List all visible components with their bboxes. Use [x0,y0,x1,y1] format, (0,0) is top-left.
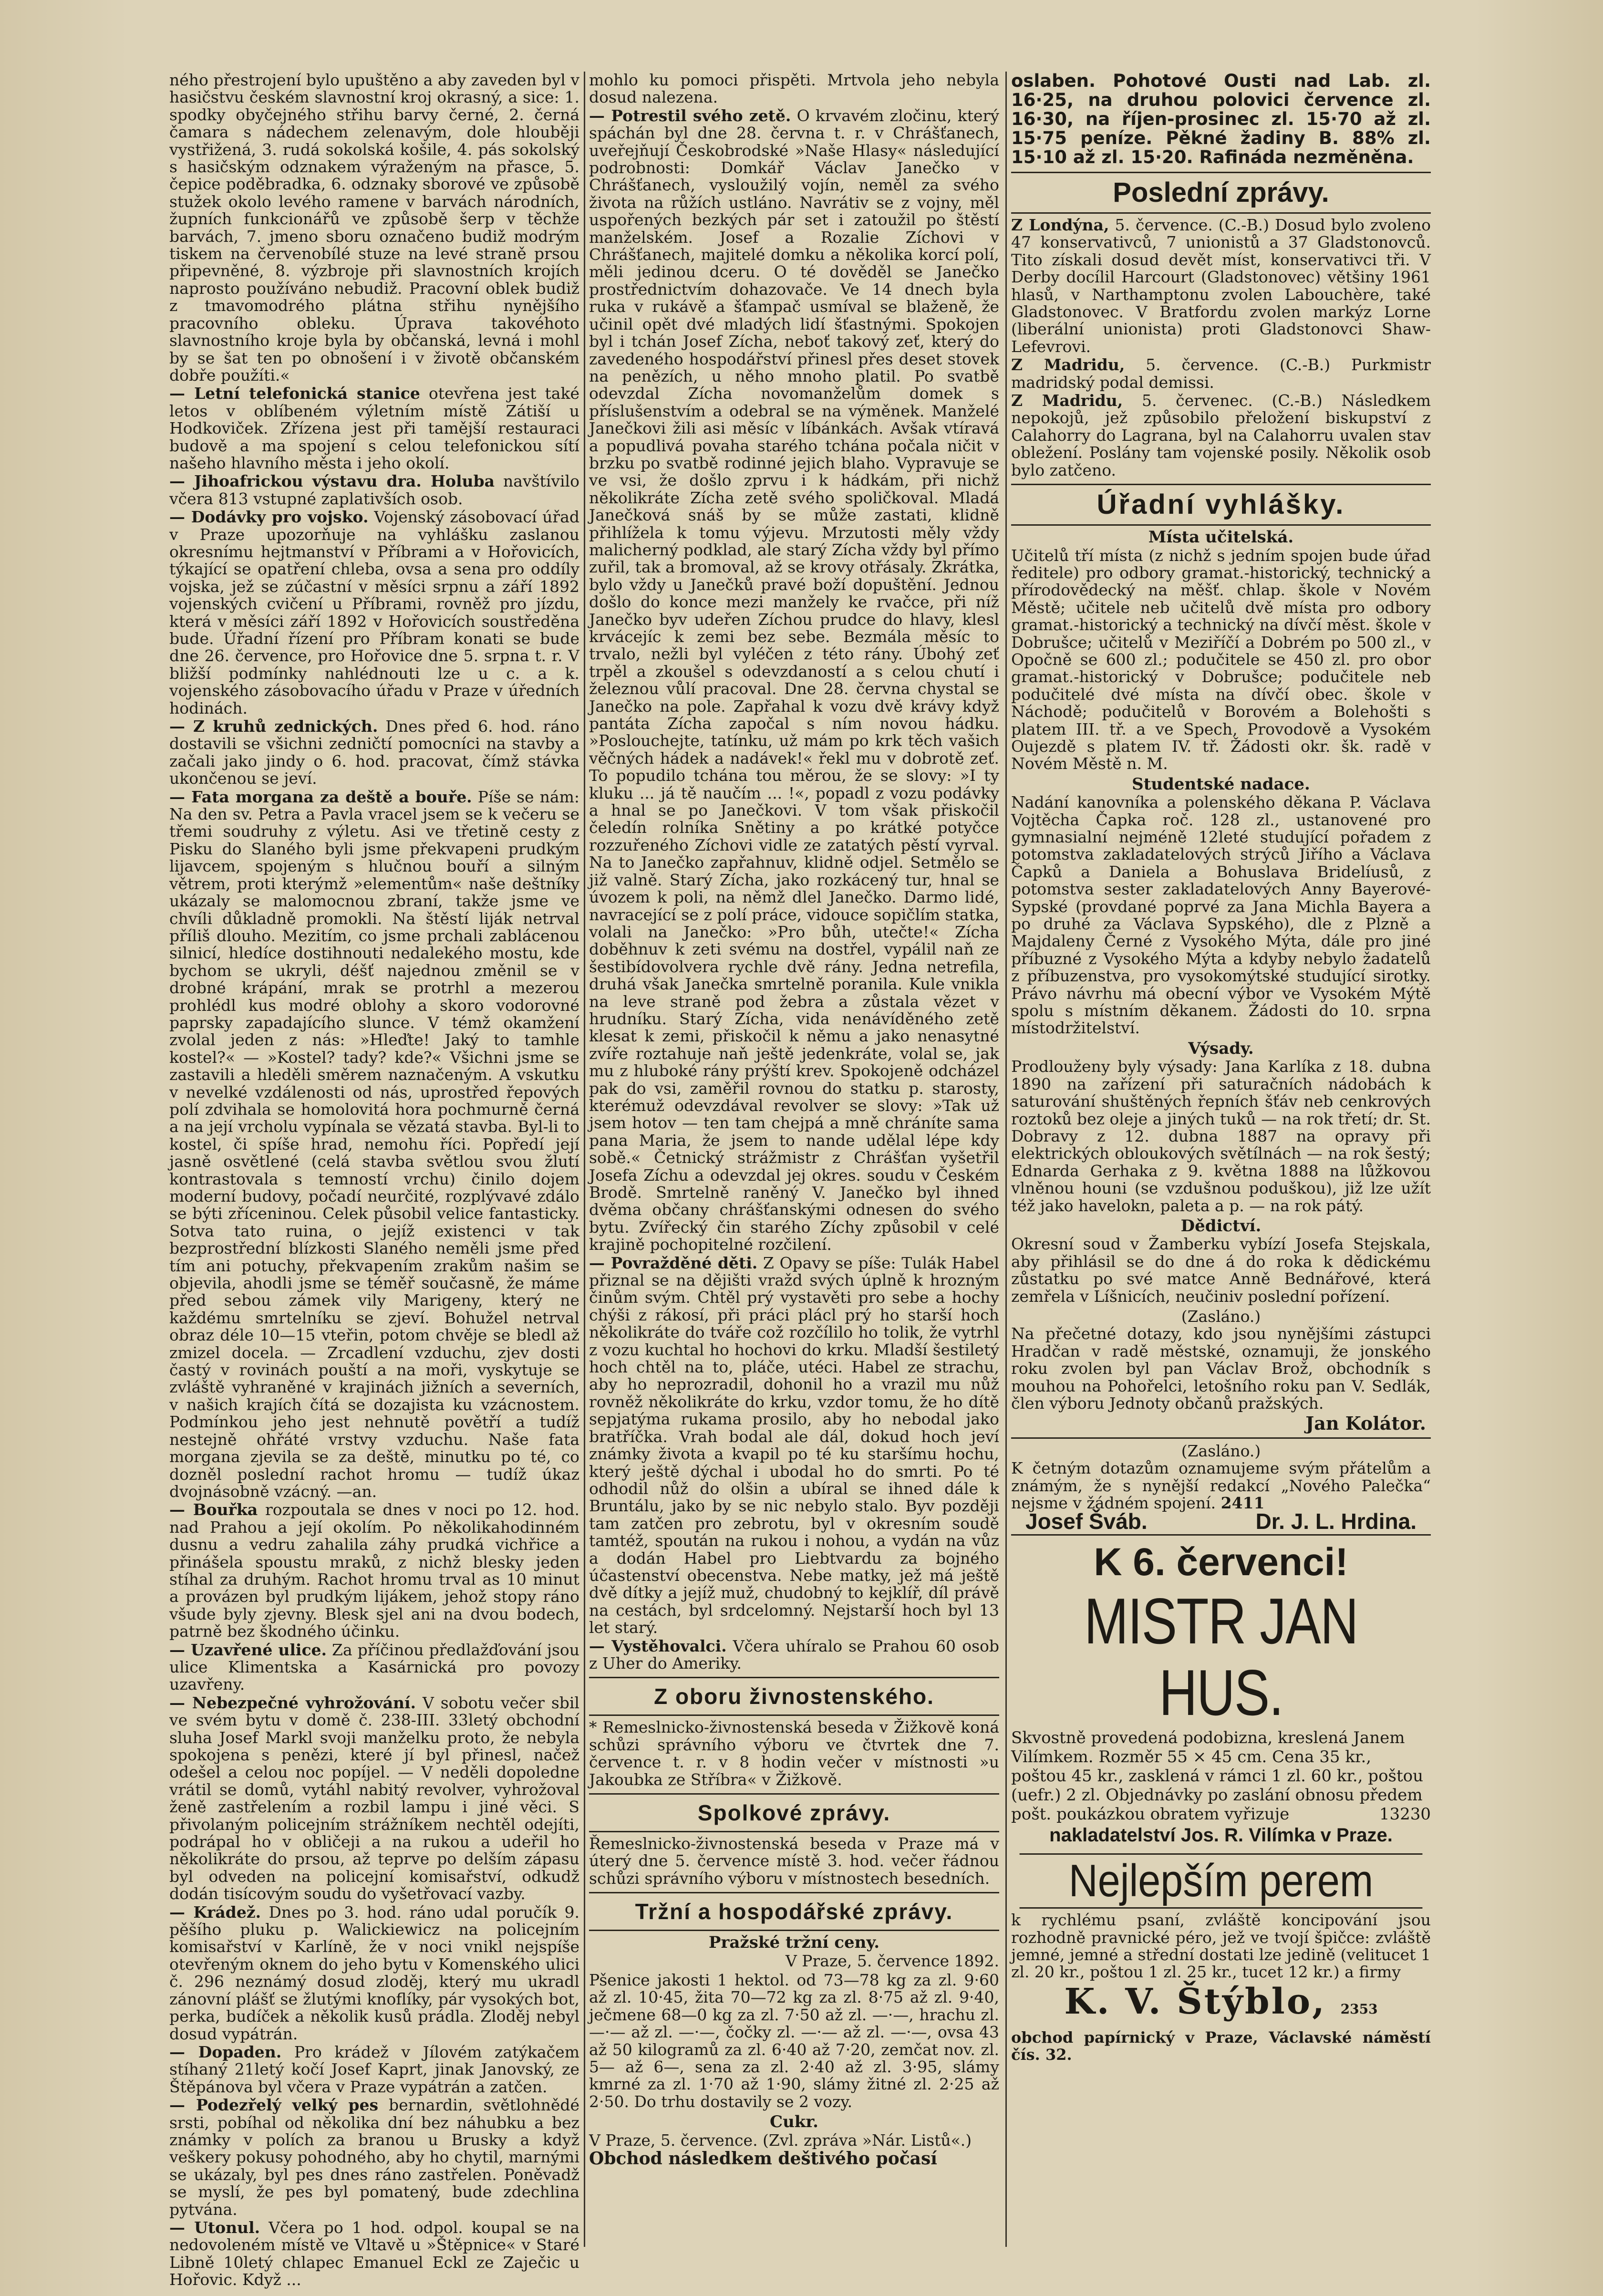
sugar-subtitle: Cukr. [770,2112,818,2132]
col2-article-text: Včera uhíralo se Prahou 60 osob z Uher do Ameriky. [589,1636,999,1673]
market-dateline: V Praze, 5. července 1892. [785,1951,999,1970]
col1-article-headline: — Bouřka [169,1500,258,1519]
market-subtitle: Pražské tržní ceny. [708,1933,880,1953]
col2-article-text: mohlo ku pomoci přispěti. Mrtvola jeho nebyla dosud nalezena. [589,71,999,107]
col1-article [169,1501,579,1640]
col1-article-headline: — Jihoafrickou výstavu dra. Holuba [169,472,495,491]
ad-pen-firm: K. V. Štýblo, [1064,1981,1326,2022]
news-item [1011,392,1431,479]
col1-article-text: Vojenský zásobovací úřad v Praze upozorňuje na vyhlášku zaslanou okresnímu hejtmanství v Příbrami a v Hořovicích, týkající se opatření chleba, ovsa a sena pro oddíly vojska, jež se zúčastní v měsíci srpnu a září 1892 vojenských cvičení u Příbrami, rovněž pro jízdu, která v měsíci září 1892 v Hořovicích soustředěna bude. Úřadní řízení pro Příbram konati se bude dne 26. července, pro Hořovice dne 5. srpna t. r. V bližší podmínky nahlédnouti lze u c. a k. vojenského zásobovacího úřadu v Praze v úředních hodinách. [169,508,579,717]
col1-article-text: Dnes po 3. hod. ráno udal poručík 9. pěšího pluku p. Walickiewicz na policejním komisařství v Karlíně, že v noci vnikl nejspíše otevřeným oknem do jeho bytu v Komenského ulici č. 296 neznámý dosud zloděj, který mu ukradl zánovní plášť se žlutými knoflíky, pár vysokých bot, perka, budíček a několik kusů prádla. Zloděj nebyl dosud vypátrán. [169,1902,579,2043]
col1-article-headline: — Uzavřené ulice. [169,1640,327,1659]
col1-article-text: bernardin, světlohnědé srsti, pobíhal od několika dní bez náhubku a bez známky v polích za branou u Brusky a když veškery pokusy pohodného, aby ho chytil, marnými se ukázaly, byl pes dnes ráno zastřelen. Poněvadž se myslí, že pes byl pomatený, bude zdechlina pytvána. [169,2096,580,2219]
col1-article [169,1694,579,1903]
col2-article-text: O krvavém zločinu, který spáchán byl dne 28. června t. r. v Chrášťanech, uveřejňují Českobrodské »Naše Hlasy« následující podrobnosti: Domkář Václav Janečko v Chrášťanech, vysloužilý vojín, neměl za svého života na růžích ustláno. Navrátiv se z vojny, měl uspořených bezkých pár set i zatoužil po štěstí manželském. Josef a Rozalie Zíchovi v Chrášťanech, majitelé domku a několika korcí polí, měli jedinou dceru. O té dověděl se Janečko prostřednictvím dohazovače. Ve 14 dnech byla ruka v rukávě a šťampač usmíval se blaženě, že učinil opět dvé mladých lidí šťastnými. Spokojen byl i tchán Josef Zícha, neboť takový zeť, který do zavedeného hospodářství přinesl přes deset stovek na penězích, u něho mnoho platil. Po svatbě odevzdal Zícha novomanželům domek s příslušenstvím a odebral se na výměnek. Manželé Janečkovi žili asi měsíc v líbánkách. Avšak vtíravá a popudlivá povaha starého tchána počala ničit v brzku po svatbě rodinné jejich blaho. Vypravuje se ve vsi, že došlo zprvu i k hádkám, při nichž několikráte Zícha zetě svého spoličkoval. Mladá Janečková snáš by se může zastati, klidně přihlížela k tomu výjevu. Mrzutosti měly vždy malicherný podklad, ale starý Zícha vždy byl přímo zuřil, tak a bromoval, až se krovy otřásaly. Zkrátka, bylo vždy u Janečků pravé boží dopuštění. Jednou došlo do konce mezi manžely ke rvačce, při níž Janečko byv udeřen Zíchou prudce do hlavy, klesl krvácejíc k zemi bez sebe. Bezmála měsíc to trvalo, nežli byl vyléčen z této rány. Úbohý zeť trpěl a zkoušel s odevzdaností a s celou chutí i železnou vůlí pracoval. Dne 28. června chystal se Janečko na pole. Zapřahal k vozu dvě krávy když pantáta Zícha započal s ním novou hádku. »Poslouchejte, tatínku, už mám po krk těch vašich věčných hádek a nadávek!« řekl mu v dobrotě zeť. To popudilo tchána tou měrou, že se slovy: »I ty kluku ... já tě naučím ... !«, popadl z vozu podávky a hnal se po Janečkovi. V tom však přiskočil čeledín rolníka Snětiny a po krátké potyčce rozzuřeného Zíchovi vidle ze zatatých pěstí vyrval. Na to Janečko zapřahnuv, klidně odjel. Setmělo se již valně. Starý Zícha, jako rozkácený tur, hnal se úvozem k poli, na němž dlel Janečko. Darmo lidé, navracející se z polí práce, vidouce sopičlím statka, volali na Janečko: »Pro bůh, utečte!« Zícha doběhnuv k zeti svému na dostřel, vypálil naň ze šestibídovolvera rychle dvě rány. Jedna netrefila, druhá však Janečka smrtelně poranila. Kule vnikla na leve straně pod žebra a zůstala vězet v hrudníku. Starý Zícha, vida nenávíděného zetě klesat k zemi, přiskočil k němu a jako nenasytné zvíře roztahuje naň ještě jedenkráte, volal se, jak mu z hluboké rány prýští krev. Spokojeně odcházel pak do vsi, zaměřil rovnou do statku p. starosty, kterémuž odevzdával revolver se slovy: »Tak už jsem hotov — ten tam chejpá a mně chráníte sama pana Maria, že jsem to nande udělal lépe kdy sobě.« Četnický strážmistr z Chrášťan vyšetřil Josefa Zíchu a odevzdal jej okres. soudu v Českém Brodě. Smrtelně raněný V. Janečko byl ihned dvěma občany chrášťanskými odnesen do svého bytu. Zvířecký čin starého Zíchy způsobil v celé krajině pochopitelné rozčilení. [589,106,999,1254]
ad-hus-date: K 6. červenci! [1094,1540,1348,1584]
col1-article-headline: — Dodávky pro vojsko. [169,508,369,527]
col1-article [169,72,579,384]
column-3 [1011,72,1431,2237]
ad-palecek-text: K četným dotazům oznamujeme svým přátelům a známým, že s nynější redakcí „Nového Palečka“ nejsme v žádném spojení. [1011,1459,1431,1513]
notice-inheritance: Okresní soud v Žamberku vybízí Josefa Stejskala, aby přihlásil se do dne á do roka k dědickému zůstatku po své matce Anně Bednářové, která zemřela v Líšnicích, neučiniv poslední pořízení. [1011,1235,1431,1306]
col1-article [169,473,579,508]
section-title-latest-news: Poslední zprávy. [1011,172,1431,214]
col1-article-text: navštívilo včera 813 vstupné zaplativších osob. [169,472,579,508]
market-prices: Pšenice jakosti 1 hektol. od 73—78 kg za zl. 9·60 až zl. 10·45, žita 70—72 kg za zl. 8·75 až zl. 9·40, ječmene 68—0 kg za zl. 7·50 až zl. —·—, hrachu zl. —·— až zl. —·—, čočky zl. —·— až zl. —·—, ovsa 43 až 50 kilogramů za zl. 6·40 až 7·20, zemčat nov. zl. 5— až 6—, sena za zl. 2·40 až zl. 3·95, slámy kmrné za zl. 1·70 až 1·90, slámy žitné zl. 2·25 až 2·50. Do trhu dostavily se 2 vozy. [589,1971,999,2111]
section-title-trade: Z oboru živnostenského. [589,1677,999,1716]
ad-hus-title: MISTR JAN HUS. [1084,1584,1358,1729]
col2-article [589,1638,999,1673]
notice-teaching: Učitelů tří místa (z nichž s jedním spojen bude úřad ředitele) pro odbory gramat.-historický, technický a přírodovědecký na měšť. chlap. škole v Novém Městě; učitele neb učitelů dvě místa pro odbory gramat.-historický a technický na dívčí měst. škole v Dobrušce; učitelů v Meziříčí a Dobrém po 500 zl., v Opočně se 600 zl.; podučitele se 450 zl. pro obor gramat.-historický v Dobrušce; podučitele neb podučitelé dvé místa na dívčí obec. škole v Náchodě; podučitelů v Borovém a Bolehošti s platem III. tř. a ve Spech, Provodově a Vysokém Oujezdě s platem IV. tř. Žádosti okr. šk. radě v Novém Městě n. M. [1011,546,1431,773]
news-item-dateline: Z Madridu, [1011,391,1123,410]
col1-article [169,718,579,788]
ad-sent-in-label: (Zasláno.) [1181,1441,1261,1460]
column-rule [1005,72,1007,2247]
col1-article [169,1641,579,1693]
ad-code: 2411 [1220,1494,1265,1513]
ad-pen-code: 2353 [1340,2001,1378,2017]
col1-article-text: Za příčinou předlažďování jsou ulice Klimentska a Kasárnická pro povozy uzavřeny. [169,1640,579,1694]
col2-article-headline: — Potrestil svého zetě. [589,106,791,125]
col1-article-headline: — Nebezpečné vyhrožování. [169,1693,416,1712]
notice-sub-patents: Výsady. [1188,1039,1254,1058]
ad-palecek [1011,1437,1431,1534]
section-title-official-notices: Úřadní vyhlášky. [1011,484,1431,526]
col1-article-text: otevřena jest také letos v oblíbeném výletním místě Zátiší u Hodkoviček. Zřízena jest při tamější restauraci budově a ma spojení s celou telefonickou sítí našeho hlavního města i jeho okolí. [169,384,579,472]
col1-article-headline: — Krádež. [169,1902,261,1922]
ad-hus-code: 13230 [1379,1804,1431,1824]
col1-article-text: ného přestrojení bylo upuštěno a aby zaveden byl v hasičstvu českém slavnostní kroj okrasný, a sice: 1. spodky obyčejného střihu barvy černé, 2. černá čamara s nádechem zelenavým, dole hlouběji vystřižená, 3. rudá sokolská košile, 4. pás sokolský s hasičským odznakem výraženým na přasce, 5. čepice poděbradka, 6. odznaky sborové ve způsobě stužek okolo levého ramene v barvách národních, župních funkcionářů ve způsobě šerp v těchže barvách, 7. jmeno sboru označeno budiž modrým tiskem na červenobílé stuze na levé straně prsou připevněné, 8. výzbroje při slavnostních krojích naprosto používáno nebudiž. Pracovní oblek budiž z tmavomodrého plátna střihu nynějšího pracovního obleku. Úprava takovéhoto slavnostního kroje byla by občanská, levná i mohl by se šat ten po obnošení i v životě občanském dobře použíti.« [169,71,579,384]
ad-name-1: Josef Šváb. [1025,1509,1148,1534]
notice-sub-foundations: Studentské nadace. [1132,774,1310,794]
col2-article-text: Z Opavy se píše: Tulák Habel přiznal se na dějišti vražd svých úplně k hrozným činům svým. Chtěl prý vystavěti pro sebe a hochy chýši z rákosí, při práci plácl prý ho starší hoch několikráte do tváře což rozčílilo ho tolik, že vytrhl z vozu kuchtal ho hochovi do krku. Mladší šestiletý hoch chtěl na to, pláče, utéci. Habel ze strachu, aby ho neprozradil, dohonil ho a vrazil mu nůž rovněž několikráte do krku, vzdor tomu, že ho dítě sepjatýma rukama prosilo, aby ho nebodal jako bratříčka. Vrah bodal ale dál, dokud hoch jeví známky života a kvapil po té ku staršímu hochu, který ještě dýchal i ubodal ho do smrti. Po té odhodil nůž do olšin a ubíral se ihned dále k Bruntálu, jako by se nic nebylo stalo. Byv později tam zatčen pro zebrotu, byl v okresním soudě tamtéž, spoután na rukou i nohou, a vydán na vůz a dodán Habel pro Liebtvardu za bojného účastenství obecenstva. Nebe matky, jež má ještě dvě dítky a jejíž muž, chudobný to kejklíř, díl právě na cestách, byl srdcelomný. Nejstarší hoch byl 13 let starý. [589,1253,999,1637]
sugar-dateline: V Praze, 5. července. (Zvl. zpráva »Nár. Listů«.) [589,2130,972,2150]
column-2 [589,72,999,2237]
news-item-text: 5. července. (C.-B.) Purkmistr madridský podal demissi. [1011,355,1431,392]
col1-article-headline: — Fata morgana za deště a bouře. [169,787,472,806]
news-item-text: 5. července. (C.-B.) Dosud bylo zvoleno 47 konservativců, 7 unionistů a 37 Gladstonovců. Tito získali dosud devět míst, konservativci tři. V Derby docílil Harcourt (Gladstonovec) většiny 1961 hlasů, v Narthamptonu zvolen Labouchère, také Gladstonovec. V Bratfordu zvolen markýz Lorne (liberální unionista) proti Gladstonovci Shaw-Lefevrovi. [1011,216,1431,356]
col1-article-text: V sobotu večer sbil ve svém bytu v domě č. 238-III. 33letý obchodní sluha Josef Markl svoji manželku proto, že nebyla spokojena s penězi, které jí byl přinesl, načež odešel a celou noc popíjel. — V neděli dopoledne vrátil se domů, vytáhl nabitý revolver, vyhrožoval ženě zastřelením a rozbil lampu i jiné věci. S přivolaným policejním strážníkem nechtěl odejíti, podrápal ho v obličeji a na rukou a udeřil ho několikráte do prsou, až teprve po delším zápasu byl odveden na policejní komisařství, odkudž dodán tisícovým soudu do vyšetřovací vazby. [169,1693,579,1903]
column-1 [169,71,580,2289]
sugar-report-continued: oslaben. Pohotové Ousti nad Lab. zl. 16·25, na druhou polovici července zl. 16·30, na říjen-prosinec zl. 15·70 až zl. 15·75 peníze. Pěkné žadiny B. 88% zl. 15·10 až zl. 15·20. Rafináda nezměněna. [1011,71,1431,167]
col2-article-headline: — Povražděné děti. [589,1253,758,1272]
col1-article [169,789,579,1501]
news-item [1011,356,1431,391]
col2-article-headline: — Vystěhovalci. [589,1636,727,1655]
notice-sub-teaching: Místa učitelská. [1148,528,1294,547]
col1-article-headline: — Dopaden. [169,2042,282,2061]
ad-signatories [1011,1509,1431,1534]
ad-name-2: Dr. J. L. Hrdina. [1255,1509,1417,1534]
col1-article-text: rozpoutala se dnes v noci po 12. hod. nad Prahou a její okolím. Po několikahodinném dusnu a vedru zahalila záhy prudká vichřice a přinášela spoustu mraků, z nichž blesky jeden stíhal za druhým. Rachot hromu trval as 10 minut a provázen byl prudkým lijákem, jehož stopy ráno všude byly zjevny. Blesk sjel ani na dvou bodech, patrně bez škodného účinku. [169,1500,579,1641]
col1-article-text: Píše se nám: Na den sv. Petra a Pavla vracel jsem se k večeru se třemi soudruhy z výletu. Asi ve třetině cesty z Pisku do Slaného byli jsme překvapeni prudkým lijavcem, spojeným s hlučnou bouří a silným větrem, proti kterýmž »elementům« naše deštníky ukázaly se malomocnou zbraní, takže jsme ve chvíli důkladně promokli. Na štěstí liják netrval příliš dlouho. Mezitím, co jsme prchali zablácenou silnicí, hledíce dostihnouti nedalekého mostu, kde bychom se ukryli, déšť najednou změnil se v drobné krápání, mrak se protrhl a mezerou prohlédl kus modré oblohy a skoro vodorovné paprsky zapadajícího slunce. V témž okamžení zvolal jeden z nás: »Hleďte! Jaký to tamhle kostel?« — »Kostel? tady? kde?« Všichni jsme se zastavili a hleděli směrem naznačeným. A vskutku v nevelké vzdálenosti od nás, uprostřed řepových polí zdvihala se homolovitá hora pochmurně černá a na její vrcholu vypínala se vězatá stavba. Byl-li to kostel, či spíše hrad, nemohu říci. Popředí její jasně osvětlené (celá stavba světlou svou žlutí kontrastovala s temností vrchu) činilo dojem moderní budovy, počadí neurčité, rozplývavé zdálo se býti zříceninou. Celek působil velice fantasticky. Sotva tato ruina, o jejíž existenci v tak bezprostřední blízkosti Slaného neměli jsme před tím ani potuchy, překvapením zrakům našim se objevila, ahodli jsme se téměř současně, že máme před sebou zámek vily Marigeny, který ne každému smrtelníku se zjeví. Bohužel netrval obraz déle 10—15 vteřin, potom chvěje se bledl až zmizel docela. — Zrcadlení vzduchu, zjev dosti častý v rovinách pouští a na moři, vyskytuje se zvláště vyhraněné v krajinách jižních a severních, v našich krajích čítá se dozajista ku vzácnostem. Podmínkou jeho jest nehnutě povětří a tudíž nestejně ohřáté vrstvy vzduchu. Naše fata morgana zjevila se za deště, minutku po té, co dozněl poslední rachot hromu — tudíž úkaz dvojnásobně vzácný. —an. [169,787,579,1501]
ad-pen-text: k rychlému psaní, zvláště koncipování jsou rozhodně pravnické péro, jež ve tvojí špičce: zvláště jemné, jemné a střední dostati lze jedině (velitucet 1 zl. 20 kr., poštou 1 zl. 25 kr., tucet 12 kr.) a firmy [1011,1911,1431,1982]
col1-article-text: Pro krádež v Jílovém zatýkačem stíhaný 21letý kočí Josef Kaprt, jinak Janovský, ze Štěpánova byl včera v Praze vypátrán a zatčen. [169,2042,579,2096]
col1-article [169,1904,579,2043]
trade-notice: * Remeslnicko-živnostenská beseda v Žižkově koná schůzi správního výboru ve čtvrtek dne 7. července t. r. v 8 hodin večer v místnosti »u Jakoubka ze Stříbra« v Žižkově. [589,1718,999,1789]
col1-article [169,2044,579,2096]
signature: Jan Kolátor. [1305,1413,1426,1434]
col1-article [169,2097,579,2218]
news-item-dateline: Z Madridu, [1011,355,1125,374]
notice-foundations: Nadání kanovníka a polenského děkana P. Václava Vojtěcha Čapka roč. 128 zl., ustanovené pro gymnasialní nejméně 12leté studující pořadem z potomstva zakladatelových strýců Jiřího a Václava Čapků a Daniela a Bohuslava Bridelíusů, z potomstva sester zakladatelových Anny Bayerové-Sypské (provdané poprvé za Jana Michla Bayera a po druhé za Václava Sypského), dle z Plzně a Majdaleny Černé z Vysokého Mýta, dále pro jiné příbuzné z Vysokého Mýta a kdyby nebylo žadatelů z příbuzenstva, pro vysokomýtské studující sirotky. Právo návrhu má obecní výbor ve Vysokém Mýtě spolu s místním děkanem. Žádosti do 10. srpna místodržitelství. [1011,793,1431,1038]
col1-article-headline: — Utonul. [169,2218,260,2237]
sugar-report-start: Obchod následkem deštivého počasí [589,2149,937,2169]
col1-article-headline: — Podezřelý velký pes [169,2096,379,2115]
notice-sub-inheritance: Dědictví. [1180,1216,1262,1236]
col1-article [169,385,579,472]
col2-article [589,72,999,106]
col2-article [589,107,999,1254]
association-notice: Řemeslnicko-živnostenská beseda v Praze má v úterý dne 5. července místě 3. hod. večer řádnou schůzi správního výboru v místnostech besedních. [589,1834,999,1888]
sent-in-label: (Zasláno.) [1181,1307,1261,1326]
notice-patents: Prodlouženy byly výsady: Jana Karlíka z 18. dubna 1890 na zařízení při saturačních nádobách k saturování shuštěných řepních šťáv neb cenkrových roztoků bez oleje a jiných tuků — na rok třetí; dr. St. Dobravy z 12. dubna 1887 na opravy při elektrických obloukových světílnách — na rok šestý; Ednarda Gerhaka z 9. května 1888 na lůžkovou vlněnou houni (se vzdušnou poduškou), již lze užít též jako havelokn, paleta a p. — na rok pátý. [1011,1057,1431,1215]
ad-pen-title: Nejlepším perem [1020,1853,1423,1909]
sent-in-notice: Na přečetné dotazy, kdo jsou nynějšími zástupci Hradčan v radě městské, oznamuji, že jonského roku zvolen byl pan Václav Brož, obchodník s mouhou na Pohořelci, letošního roku pan V. Sedlák, člen výboru Jednoty občanů pražských. [1011,1324,1431,1413]
col1-article [169,509,579,717]
ad-hus-text: Skvostně provedená podobizna, kreslená Janem Vilímkem. Rozměr 55 × 45 cm. Cena 35 kr., poštou 45 kr., zasklená v rámci 1 zl. 60 kr., poštou (uefr.) 2 zl. Objednávky po zaslání obnosu předem pošt. poukázkou obratem vyřizuje [1011,1728,1424,1824]
col1-article-headline: — Letní telefonická stanice [169,384,420,403]
col1-article [169,2219,579,2289]
ad-hus-publisher: nakladatelství Jos. R. Vilímka v Praze. [1049,1824,1393,1846]
section-title-associations: Spolkové zprávy. [589,1793,999,1832]
news-item-text: 5. červenec. (C.-B.) Následkem nepokojů, jež způsobilo přeložení biskupství z Calahorry do Lagrana, byl na Calahorru uvalen stav obležení. Poslány tam vojenské posily. Několik osob bylo zatčeno. [1011,391,1431,479]
column-rule [584,72,585,2247]
news-item [1011,217,1431,355]
col2-article [589,1255,999,1637]
col1-article-text: Dnes před 6. hod. ráno dostavili se všichni zedničtí pomocníci na stavby a začali jako jindy o 6. hod. pracovat, čímž stávka ukončenou se jeví. [169,717,579,788]
news-item-dateline: Z Londýna, [1011,216,1109,234]
section-title-market: Tržní a hospodářské zprávy. [589,1892,999,1931]
ad-pen-address: obchod papírnický v Praze, Václavské náměstí čís. 32. [1011,2028,1431,2064]
col1-article-headline: — Z kruhů zednických. [169,717,378,736]
ad-hus-portrait [1011,1534,1431,1850]
col1-article-text: Včera po 1 hod. odpol. koupal se na nedovoleném místě ve Vltavě u »Štěpnice« v Staré Libně 10letý chlapec Emanuel Eckl ze Zaječic u Hořovic. Když ... [169,2218,580,2289]
